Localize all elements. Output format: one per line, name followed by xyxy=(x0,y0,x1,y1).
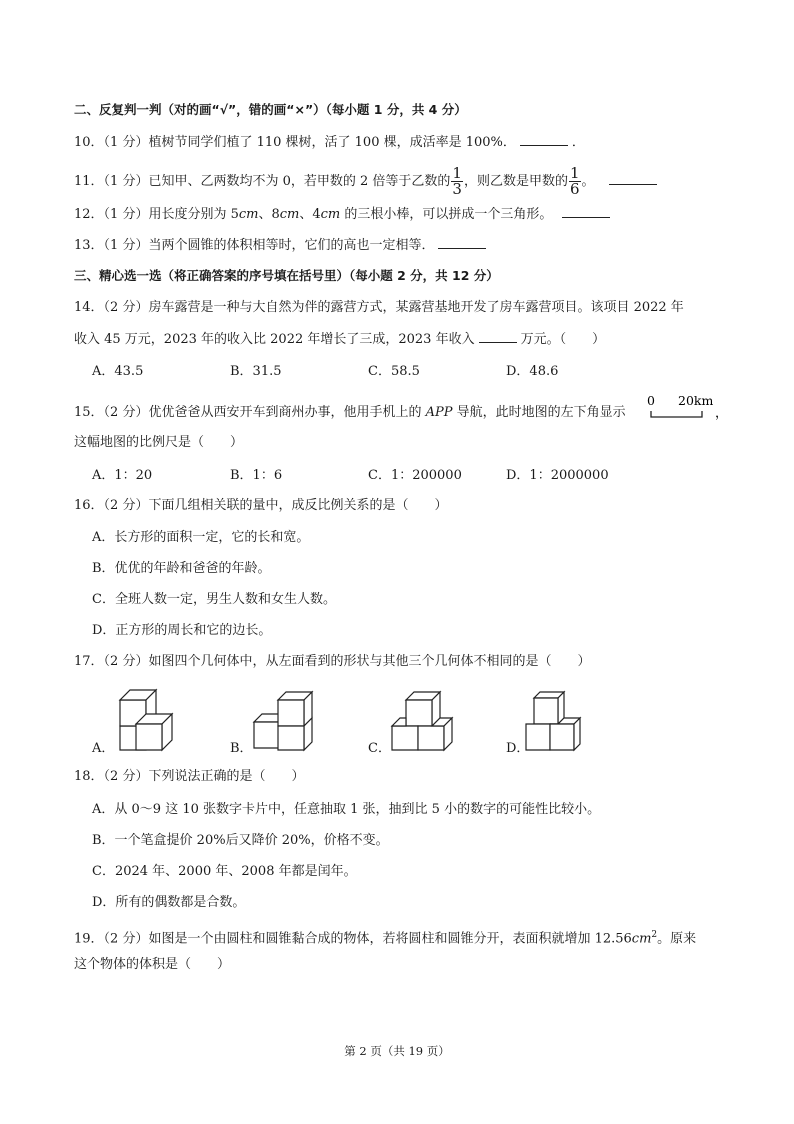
question-13-text: 13．（1 分）当两个圆锥的体积相等时，它们的高也一定相等． xyxy=(74,238,435,253)
answer-blank[interactable] xyxy=(479,330,517,343)
question-16: 16．（2 分）下面几组相关联的量中，成反比例关系的是（ ） xyxy=(74,498,448,513)
question-10-end: ． xyxy=(571,135,585,150)
figure-label-b[interactable]: B． xyxy=(230,741,253,756)
fraction-numerator: 1 xyxy=(452,164,462,182)
question-12-text-c: 、4 xyxy=(299,207,321,222)
unit-superscript: 2 xyxy=(651,930,658,940)
question-12-text-d: 的三根小棒，可以拼成一个三角形。 xyxy=(340,207,553,222)
option-d[interactable]: D．正方形的周长和它的边长。 xyxy=(92,623,272,638)
figure-label-d[interactable]: D． xyxy=(506,741,530,756)
cube-stack-figure-d xyxy=(524,690,598,754)
unit-cm: cm xyxy=(320,207,341,222)
option-d[interactable]: D．所有的偶数都是合数。 xyxy=(92,895,246,910)
section-2-title: 二、反复判一判（对的画“√”，错的画“×”）（每小题 1 分，共 4 分） xyxy=(74,102,467,117)
question-11 xyxy=(74,166,661,197)
map-scale-bar xyxy=(645,393,729,425)
question-14-line-2 xyxy=(74,330,605,349)
question-19-text-a: 19．（2 分）如图是一个由圆柱和圆锥黏合成的物体，若将圆柱和圆锥分开，表面积就增加 12.56 xyxy=(74,931,632,947)
option-c[interactable]: C．2024 年、2000 年、2008 年都是闰年。 xyxy=(92,864,357,879)
question-10-text: 10．（1 分）植树节同学们植了 110 棵树，活了 100 棵，成活率是 100%． xyxy=(74,135,516,150)
option-d[interactable]: D．48.6 xyxy=(506,364,559,379)
option-b[interactable]: B．1：6 xyxy=(230,468,283,483)
cube-stack-figure-c xyxy=(390,690,464,754)
option-b[interactable]: B．31.5 xyxy=(230,364,282,379)
option-a[interactable]: A．43.5 xyxy=(92,364,144,379)
question-19-text-b: 。原来 xyxy=(657,931,697,947)
figure-label-a[interactable]: A． xyxy=(92,741,115,756)
question-10 xyxy=(74,133,585,152)
fraction-numerator: 1 xyxy=(569,164,580,182)
question-14-line-1: 14．（2 分）房车露营是一种与大自然为伴的露营方式，某露营基地开发了房车露营项目。该项目 2022 年 xyxy=(74,300,684,315)
question-14-text-b: 万元。（ ） xyxy=(520,332,606,347)
option-b[interactable]: B．一个笔盒提价 20%后又降价 20%，价格不变。 xyxy=(92,833,389,848)
question-11-text-c: 。 xyxy=(581,174,595,189)
app-word: APP xyxy=(425,405,453,420)
answer-blank[interactable] xyxy=(562,205,610,218)
question-15-line-2: 这幅地图的比例尺是（ ） xyxy=(74,435,244,450)
question-17: 17．（2 分）如图四个几何体中，从左面看到的形状与其他三个几何体不相同的是（ ） xyxy=(74,654,591,669)
section-3-title: 三、精心选一选（将正确答案的序号填在括号里）（每小题 2 分，共 12 分） xyxy=(74,268,499,283)
figure-label-c[interactable]: C． xyxy=(368,741,391,756)
fraction-one-sixth xyxy=(569,166,581,197)
option-b[interactable]: B．优优的年龄和爸爸的年龄。 xyxy=(92,561,271,576)
answer-blank[interactable] xyxy=(438,236,486,249)
page-footer: 第 2 页（共 19 页） xyxy=(344,1044,450,1058)
question-12 xyxy=(74,205,614,224)
option-c[interactable]: C．1：200000 xyxy=(368,468,462,483)
question-15-line-1 xyxy=(74,404,626,422)
question-13 xyxy=(74,236,490,255)
option-d[interactable]: D．1：2000000 xyxy=(506,468,609,483)
question-12-text-b: 、8 xyxy=(258,207,280,222)
fraction-one-third xyxy=(451,166,463,197)
scale-left-label: 0 xyxy=(647,393,655,408)
question-11-text-b: ，则乙数是甲数的 xyxy=(463,174,568,189)
unit-cm: cm xyxy=(238,207,259,222)
cube-stack-figure-b xyxy=(252,690,326,754)
answer-blank[interactable] xyxy=(520,133,568,146)
question-18: 18．（2 分）下列说法正确的是（ ） xyxy=(74,769,305,784)
option-c[interactable]: C．58.5 xyxy=(368,364,420,379)
question-15-comma: ， xyxy=(715,406,729,421)
unit-cm: cm xyxy=(631,931,652,947)
unit-cm: cm xyxy=(279,207,300,222)
question-15-text-b: 导航，此时地图的左下角显示 xyxy=(452,405,626,420)
cube-stack-figure-a xyxy=(118,680,192,752)
scale-bar-line xyxy=(651,411,702,417)
option-a[interactable]: A．从 0～9 这 10 张数字卡片中，任意抽取 1 张，抽到比 5 小的数字的可能性比较小。 xyxy=(92,802,601,817)
option-c[interactable]: C．全班人数一定，男生人数和女生人数。 xyxy=(92,592,336,607)
question-15-text-a: 15．（2 分）优优爸爸从西安开车到商州办事，他用手机上的 xyxy=(74,405,426,420)
question-14-text-a: 收入 45 万元，2023 年的收入比 2022 年增长了三成，2023 年收入 xyxy=(74,332,475,347)
answer-blank[interactable] xyxy=(609,172,657,185)
fraction-denominator: 3 xyxy=(452,180,462,198)
question-12-text-a: 12．（1 分）用长度分别为 5 xyxy=(74,207,239,222)
fraction-denominator: 6 xyxy=(569,180,580,198)
option-a[interactable]: A．1：20 xyxy=(92,468,153,483)
scale-right-label: 20km xyxy=(678,393,714,408)
question-19-line-2: 这个物体的体积是（ ） xyxy=(74,957,231,972)
option-a[interactable]: A．长方形的面积一定，它的长和宽。 xyxy=(92,530,310,545)
question-11-text-a: 11．（1 分）已知甲、乙两数均不为 0，若甲数的 2 倍等于乙数的 xyxy=(74,174,451,189)
question-19-line-1 xyxy=(74,926,696,948)
